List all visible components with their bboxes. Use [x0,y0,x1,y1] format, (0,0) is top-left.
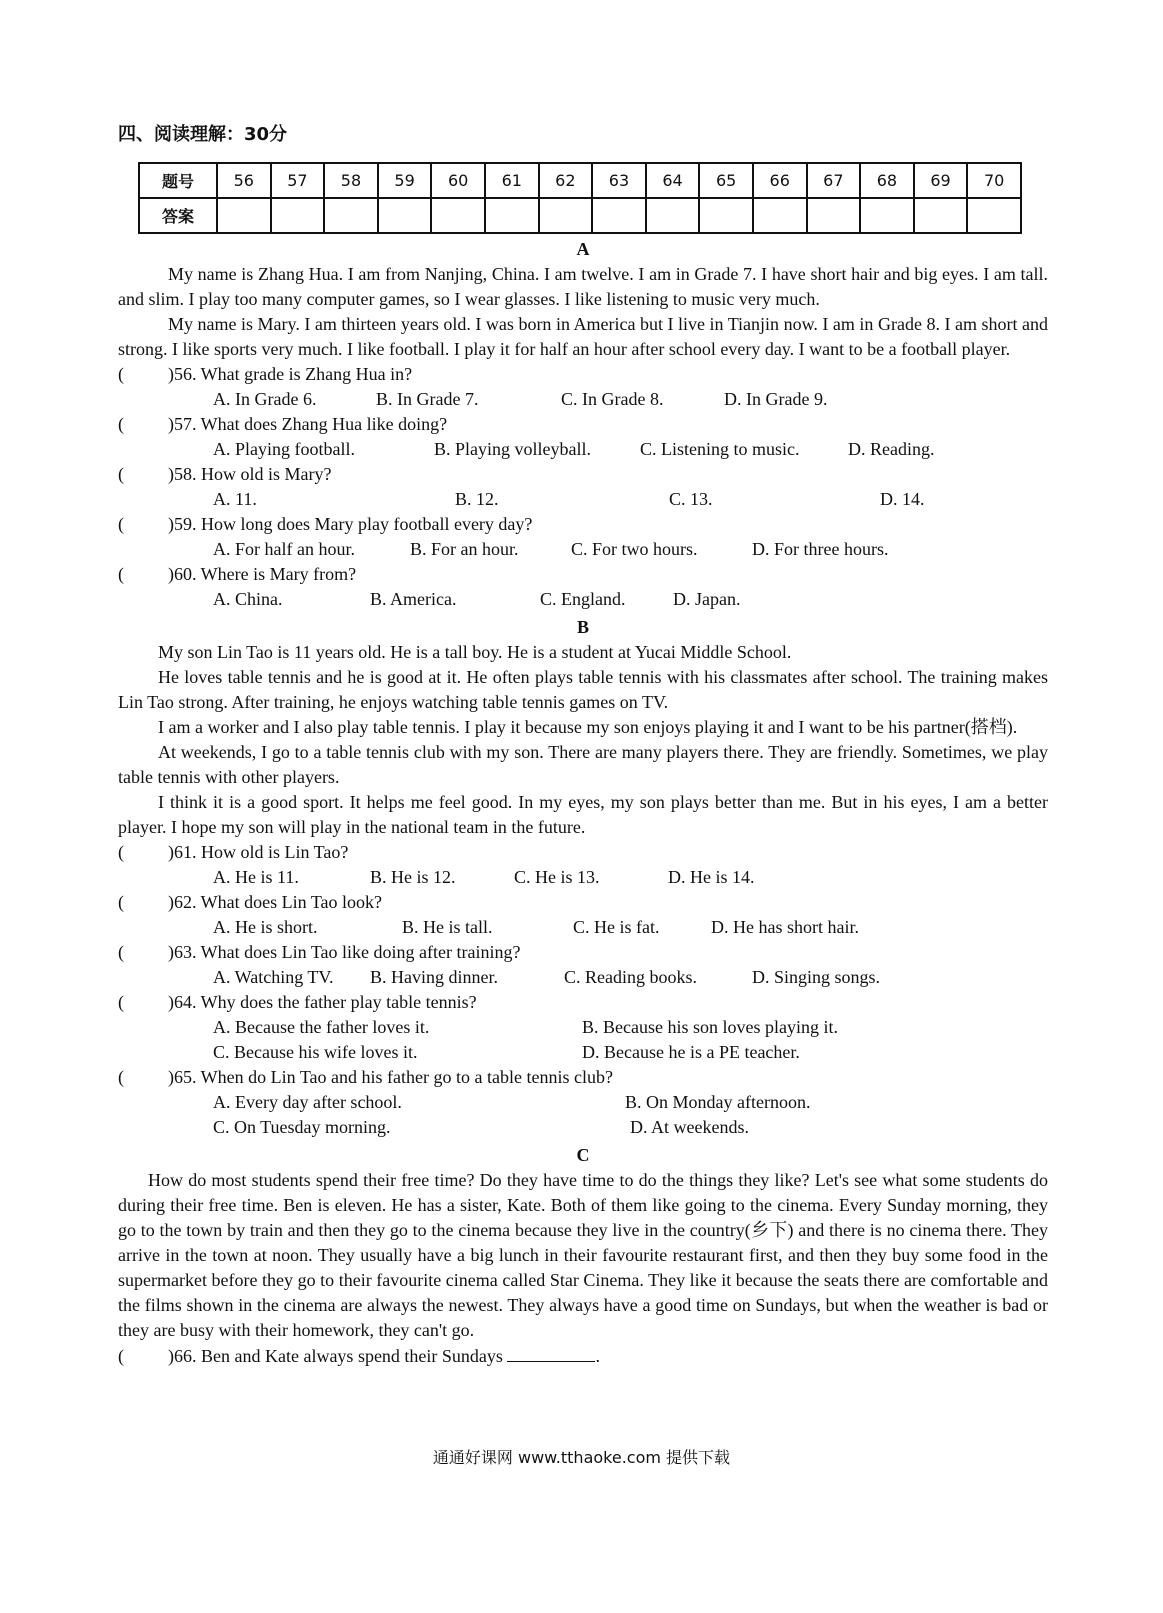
question-62 [118,890,1048,915]
option-d: D. For three hours. [752,539,889,559]
question-number-cell: 60 [431,163,485,198]
answer-cell[interactable] [539,198,593,233]
option-a: A. Every day after school. [213,1092,402,1112]
option-d: D. 14. [880,489,925,509]
question-61 [118,840,1048,865]
question-number-cell: 69 [914,163,968,198]
question-63 [118,940,1048,965]
option-a: A. Playing football. [213,439,355,459]
question-56 [118,362,1048,387]
passage-b-paragraph: At weekends, I go to a table tennis club with my son. There are many players there. They are friendly. Sometimes, we play table tennis with other players. [118,742,1048,787]
question-59 [118,512,1048,537]
option-c: C. England. [540,589,626,609]
question-text: )64. Why does the father play table tennis? [168,992,477,1012]
option-c: C. For two hours. [571,539,698,559]
options-60 [118,587,1048,612]
question-66 [118,1343,1048,1368]
question-text: )59. How long does Mary play football every day? [168,514,533,534]
question-58 [118,462,1048,487]
question-text: )62. What does Lin Tao look? [168,892,383,912]
answer-table-answer-row [139,198,1021,233]
answer-cell[interactable] [914,198,968,233]
question-number-cell: 66 [753,163,807,198]
option-d: D. Singing songs. [752,967,881,987]
answer-bracket[interactable]: ( [118,1346,124,1366]
answer-bracket[interactable]: ( [118,842,124,862]
answer-cell[interactable] [967,198,1021,233]
answer-table [138,162,1022,234]
option-c: C. Because his wife loves it. [213,1042,418,1062]
question-60 [118,562,1048,587]
answer-bracket[interactable]: ( [118,892,124,912]
fill-in-blank[interactable] [507,1343,595,1362]
passage-a-title: A [576,239,590,259]
option-b: B. On Monday afternoon. [625,1092,811,1112]
answer-bracket[interactable]: ( [118,514,124,534]
answer-cell[interactable] [431,198,485,233]
options-58 [118,487,1048,512]
question-text: )60. Where is Mary from? [168,564,357,584]
answer-cell[interactable] [807,198,861,233]
passage-b-paragraph: I think it is a good sport. It helps me feel good. In my eyes, my son plays better than me. But in his eyes, I am a better player. I hope my son will play in the national team in the future. [118,792,1048,837]
option-a: A. He is 11. [213,867,299,887]
answer-bracket[interactable]: ( [118,364,124,384]
answer-table-number-row [139,163,1021,198]
question-text: )58. How old is Mary? [168,464,332,484]
options-62 [118,915,1048,940]
question-text: )61. How old is Lin Tao? [168,842,349,862]
option-b: B. He is tall. [402,917,493,937]
option-d: D. He has short hair. [711,917,859,937]
question-number-cell: 70 [967,163,1021,198]
question-number-cell: 63 [592,163,646,198]
question-number-cell: 61 [485,163,539,198]
question-end: . [595,1346,600,1366]
option-d: D. Because he is a PE teacher. [582,1042,800,1062]
row-label-number: 题号 [139,163,217,198]
option-c: C. He is fat. [573,917,660,937]
footer-credit: 通通好课网 www.tthaoke.com 提供下载 [432,1448,731,1467]
row-label-answer: 答案 [139,198,217,233]
option-a: A. He is short. [213,917,318,937]
answer-bracket[interactable]: ( [118,942,124,962]
option-b: B. Having dinner. [370,967,498,987]
question-number-cell: 57 [271,163,325,198]
option-a: A. In Grade 6. [213,389,317,409]
answer-cell[interactable] [217,198,271,233]
answer-bracket[interactable]: ( [118,414,124,434]
options-63 [118,965,1048,990]
options-64-row2 [118,1040,1048,1065]
passage-a-paragraph: My name is Mary. I am thirteen years old. I was born in America but I live in Tianjin now. I am in Grade 8. I am short and strong. I like sports very much. I like football. I play it for half an hour after school every day. I want to be a football player. [118,314,1048,359]
answer-cell[interactable] [860,198,914,233]
answer-bracket[interactable]: ( [118,464,124,484]
answer-cell[interactable] [646,198,700,233]
answer-cell[interactable] [753,198,807,233]
options-57 [118,437,1048,462]
question-text: )65. When do Lin Tao and his father go to a table tennis club? [168,1067,613,1087]
question-64 [118,990,1048,1015]
answer-bracket[interactable]: ( [118,1067,124,1087]
option-d: D. He is 14. [668,867,755,887]
question-number-cell: 59 [378,163,432,198]
passage-c-title: C [576,1145,590,1165]
answer-cell[interactable] [324,198,378,233]
option-c: C. Listening to music. [640,439,800,459]
section-heading: 四、阅读理解：30分 [118,124,288,145]
question-number-cell: 62 [539,163,593,198]
question-text: )57. What does Zhang Hua like doing? [168,414,448,434]
question-text: )66. Ben and Kate always spend their Sundays [168,1346,503,1366]
question-number-cell: 56 [217,163,271,198]
option-d: D. Japan. [673,589,741,609]
option-a: A. 11. [213,489,257,509]
answer-cell[interactable] [699,198,753,233]
passage-b-paragraph: He loves table tennis and he is good at it. He often plays table tennis with his classmates after school. The training makes Lin Tao strong. After training, he enjoys watching table tennis games on TV. [118,667,1048,712]
options-65-row2 [118,1115,1048,1140]
option-c: C. In Grade 8. [561,389,664,409]
passage-b-paragraph: My son Lin Tao is 11 years old. He is a tall boy. He is a student at Yucai Middle School. [158,642,792,662]
options-59 [118,537,1048,562]
option-a: A. China. [213,589,283,609]
passage-b-paragraph: I am a worker and I also play table tennis. I play it because my son enjoys playing it and I want to be his partner(搭档). [158,717,1018,737]
option-b: B. America. [370,589,457,609]
passage-b-title: B [576,617,589,637]
answer-bracket[interactable]: ( [118,564,124,584]
question-57 [118,412,1048,437]
option-d: D. In Grade 9. [724,389,828,409]
option-d: D. Reading. [848,439,935,459]
option-b: B. Playing volleyball. [434,439,591,459]
answer-cell[interactable] [378,198,432,233]
options-64-row1 [118,1015,1048,1040]
question-65 [118,1065,1048,1090]
answer-cell[interactable] [592,198,646,233]
exam-page [118,112,1048,1368]
option-b: B. In Grade 7. [376,389,479,409]
question-number-cell: 67 [807,163,861,198]
question-text: )63. What does Lin Tao like doing after training? [168,942,521,962]
answer-cell[interactable] [271,198,325,233]
options-56 [118,387,1048,412]
question-number-cell: 64 [646,163,700,198]
option-c: C. 13. [669,489,713,509]
option-c: C. Reading books. [564,967,697,987]
question-number-cell: 58 [324,163,378,198]
option-a: A. For half an hour. [213,539,355,559]
passage-a-paragraph: My name is Zhang Hua. I am from Nanjing, China. I am twelve. I am in Grade 7. I have short hair and big eyes. I am tall. and slim. I play too many computer games, so I wear glasses. I like listening to music very much. [118,264,1048,309]
question-number-cell: 68 [860,163,914,198]
option-a: A. Watching TV. [213,967,334,987]
option-c: C. On Tuesday morning. [213,1117,391,1137]
option-b: B. For an hour. [410,539,519,559]
options-65-row1 [118,1090,1048,1115]
question-number-cell: 65 [699,163,753,198]
option-c: C. He is 13. [514,867,600,887]
answer-bracket[interactable]: ( [118,992,124,1012]
passage-c-paragraph: How do most students spend their free time? Do they have time to do the things they like? Let's see what some students do during their free time. Ben is eleven. He has a sister, Kate. Both of them like going to the cinema. Every Sunday morning, they go to the town by train and then they go to the cinema because they live in the country(乡下) and there is no cinema there. They arrive in the town at noon. They usually have a big lunch in their favourite restaurant first, and then they buy some food in the supermarket before they go to their favourite cinema called Star Cinema. They like it because the seats there are comfortable and the films shown in the cinema are always the newest. They always have a good time on Sundays, but when the weather is bad or they are busy with their homework, they can't go. [118,1170,1048,1340]
option-d: D. At weekends. [630,1117,749,1137]
option-a: A. Because the father loves it. [213,1017,430,1037]
option-b: B. Because his son loves playing it. [582,1017,838,1037]
answer-cell[interactable] [485,198,539,233]
options-61 [118,865,1048,890]
option-b: B. He is 12. [370,867,456,887]
question-text: )56. What grade is Zhang Hua in? [168,364,413,384]
option-b: B. 12. [455,489,499,509]
